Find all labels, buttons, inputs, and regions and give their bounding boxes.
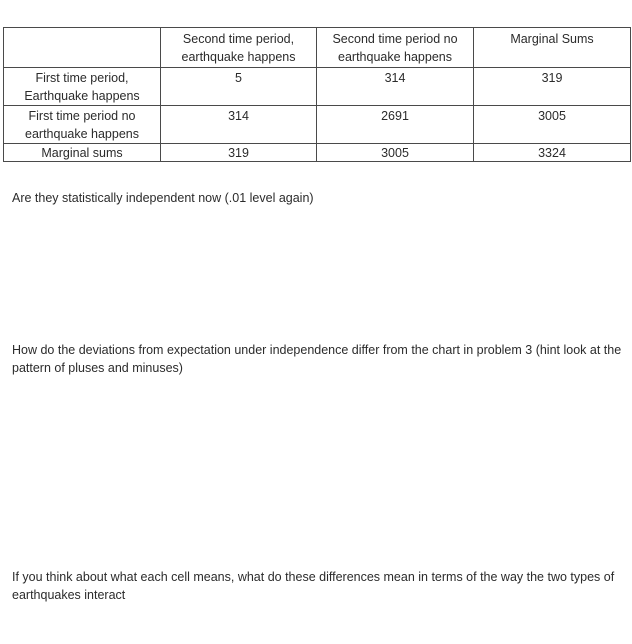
row-label-marginal-sums: Marginal sums xyxy=(4,144,161,162)
table-row xyxy=(4,144,631,162)
contingency-table xyxy=(3,27,631,162)
row-label-first-period-earthquake: First time period, Earthquake happens xyxy=(4,68,161,106)
header-second-period-no-earthquake: Second time period no earthquake happens xyxy=(317,28,474,68)
table-cell: 319 xyxy=(474,68,631,106)
table-header-row xyxy=(4,28,631,68)
table-cell: 2691 xyxy=(317,106,474,144)
header-marginal-sums: Marginal Sums xyxy=(474,28,631,68)
table-cell: 5 xyxy=(161,68,317,106)
table-cell: 3005 xyxy=(474,106,631,144)
header-corner-cell xyxy=(4,28,161,68)
row-label-first-period-no-earthquake: First time period no earthquake happens xyxy=(4,106,161,144)
header-second-period-earthquake: Second time period, earthquake happens xyxy=(161,28,317,68)
table-cell: 319 xyxy=(161,144,317,162)
table-cell: 314 xyxy=(161,106,317,144)
question-cell-meaning: If you think about what each cell means, what do these differences mean in terms of the way the two types of earthquakes interact xyxy=(12,570,615,602)
table-row xyxy=(4,68,631,106)
table-cell: 3005 xyxy=(317,144,474,162)
question-deviations: How do the deviations from expectation under independence differ from the chart in problem 3 (hint look at the pattern of pluses and minuses) xyxy=(12,343,622,375)
table-cell: 314 xyxy=(317,68,474,106)
question-independence: Are they statistically independent now (.01 level again) xyxy=(12,191,314,205)
table-cell: 3324 xyxy=(474,144,631,162)
table-row xyxy=(4,106,631,144)
